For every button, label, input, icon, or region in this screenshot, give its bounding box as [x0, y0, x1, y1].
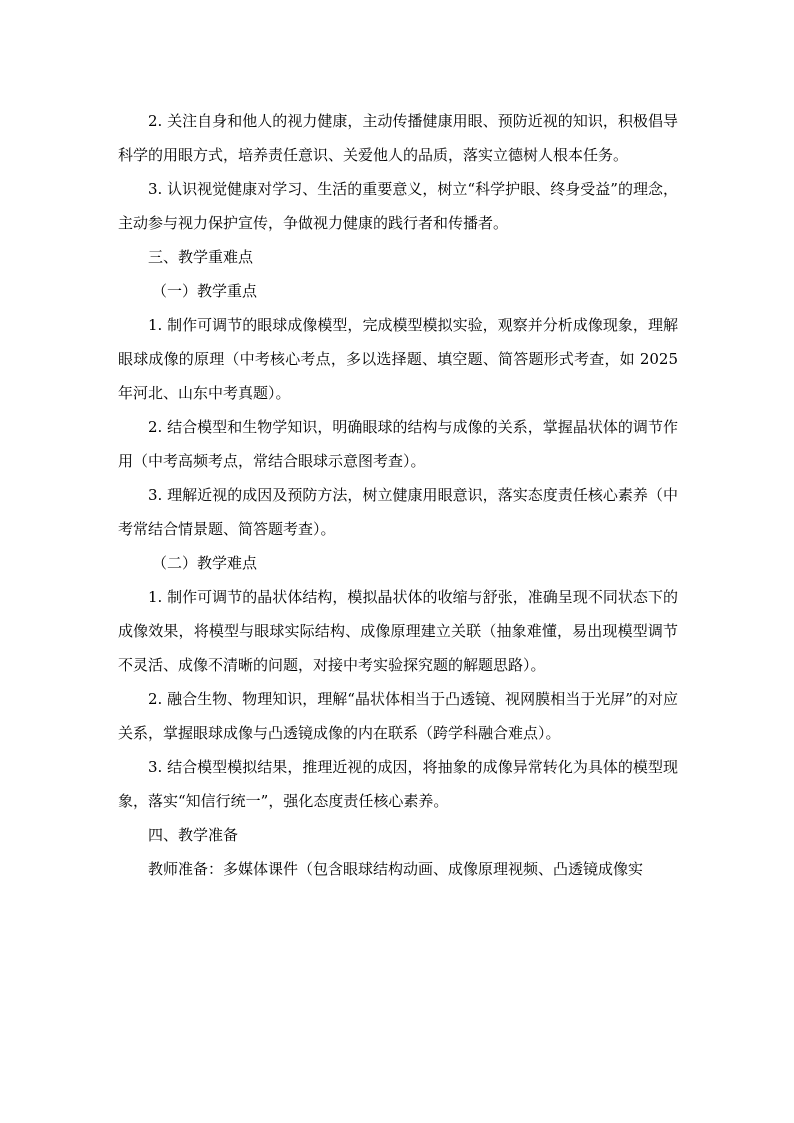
- difficult-point-2: 2. 融合生物、物理知识，理解“晶状体相当于凸透镜、视网膜相当于光屏”的对应关系，掌握眼球成像与凸透镜成像的内在联系（跨学科融合难点）。: [118, 690, 678, 742]
- goal-3: 3. 认识视觉健康对学习、生活的重要意义，树立“科学护眼、终身受益”的理念，主动参与视力保护宣传，争做视力健康的践行者和传播者。: [118, 180, 678, 232]
- key-point-3: 3. 理解近视的成因及预防方法，树立健康用眼意识，落实态度责任核心素养（中考常结合情景题、简答题考查）。: [118, 486, 678, 538]
- difficult-point-3: 3. 结合模型模拟结果，推理近视的成因，将抽象的成像异常转化为具体的模型现象，落实“知信行统一”，强化态度责任核心素养。: [118, 758, 678, 810]
- key-points-title: （一）教学重点: [152, 282, 258, 300]
- section-4-title: 四、教学准备: [148, 826, 239, 844]
- goal-2: 2. 关注自身和他人的视力健康，主动传播健康用眼、预防近视的知识，积极倡导科学的用眼方式，培养责任意识、关爱他人的品质，落实立德树人根本任务。: [118, 112, 678, 164]
- key-point-1: 1. 制作可调节的眼球成像模型，完成模型模拟实验，观察并分析成像现象，理解眼球成像的原理（中考核心考点，多以选择题、填空题、简答题形式考查，如 2025 年河北、山东中考真题）。: [118, 316, 678, 402]
- difficult-point-1: 1. 制作可调节的晶状体结构，模拟晶状体的收缩与舒张，准确呈现不同状态下的成像效果，将模型与眼球实际结构、成像原理建立关联（抽象难懂，易出现模型调节不灵活、成像不清晰的问题，对接中考实验探究题的解题思路）。: [118, 588, 678, 674]
- teacher-prep: 教师准备：多媒体课件（包含眼球结构动画、成像原理视频、凸透镜成像实: [148, 860, 644, 878]
- document-page: [118, 104, 678, 886]
- section-3-title: 三、教学重难点: [148, 248, 254, 266]
- difficult-points-title: （二）教学难点: [152, 554, 258, 572]
- key-point-2: 2. 结合模型和生物学知识，明确眼球的结构与成像的关系，掌握晶状体的调节作用（中考高频考点，常结合眼球示意图考查）。: [118, 418, 678, 470]
